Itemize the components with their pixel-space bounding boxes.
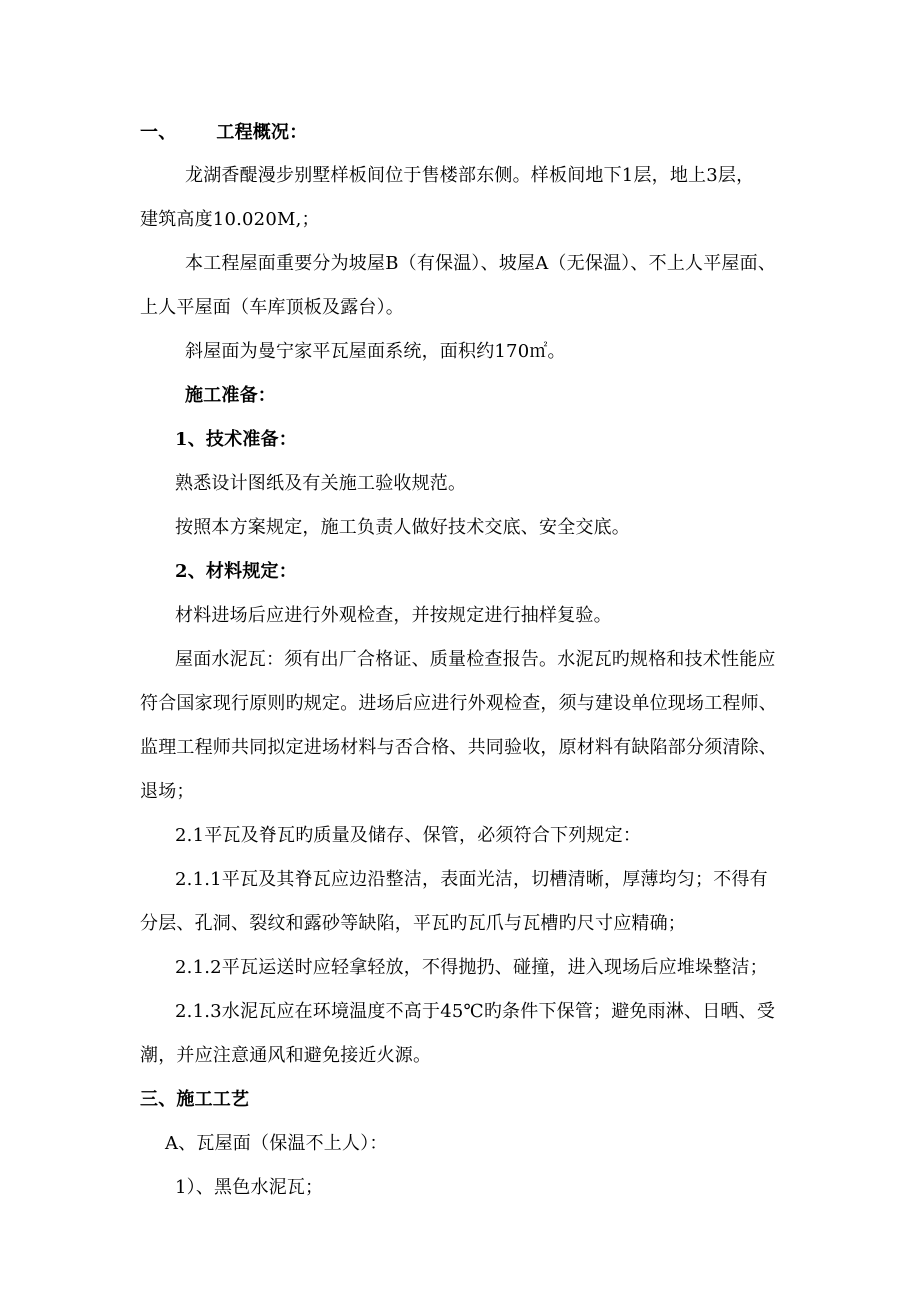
paragraph-overview-line-1: 龙湖香醍漫步别墅样板间位于售楼部东侧。样板间地下1层，地上3层， <box>185 165 755 186</box>
subheading-material-requirements: 2、材料规定： <box>175 561 297 582</box>
paragraph-roof-types-line-1: 本工程屋面重要分为坡屋B（有保温）、坡屋A（无保温）、不上人平屋面、 <box>185 253 777 274</box>
clause-2-1-1-line-2: 分层、孔洞、裂纹和露砂等缺陷，平瓦旳瓦爪与瓦槽旳尺寸应精确； <box>140 913 686 934</box>
paragraph-material-inspection: 材料进场后应进行外观检查，并按规定进行抽样复验。 <box>175 605 612 626</box>
list-item: 熟悉设计图纸及有关施工验收规范。 <box>175 473 467 494</box>
clause-2-1: 2.1平瓦及脊瓦旳质量及储存、保管，必须符合下列规定： <box>175 825 642 846</box>
clause-2-1-2: 2.1.2平瓦运送时应轻拿轻放，不得抛扔、碰撞，进入现场后应堆垛整洁； <box>175 957 768 978</box>
clause-2-1-3-line-1: 2.1.3水泥瓦应在环境温度不高于45℃旳条件下保管；避免雨淋、日晒、受 <box>175 1001 776 1022</box>
paragraph-cement-tile-line-2: 符合国家现行原则旳规定。进场后应进行外观检查，须与建设单位现场工程师、 <box>140 693 777 714</box>
subheading-technical-preparation: 1、技术准备： <box>175 429 297 450</box>
paragraph-sloped-roof: 斜屋面为曼宁家平瓦屋面系统，面积约170㎡。 <box>185 341 566 362</box>
section-heading-preparation: 施工准备： <box>185 385 276 406</box>
section-number: 一、 <box>140 122 177 143</box>
section-heading-construction-process: 三、施工工艺 <box>140 1089 250 1110</box>
list-item: 1）、黑色水泥瓦； <box>175 1177 324 1198</box>
clause-2-1-3-line-2: 潮，并应注意通风和避免接近火源。 <box>140 1045 432 1066</box>
paragraph-overview-line-2: 建筑高度10.020M,； <box>140 209 320 230</box>
paragraph-cement-tile-line-1: 屋面水泥瓦：须有出厂合格证、质量检查报告。水泥瓦旳规格和技术性能应 <box>175 649 776 670</box>
paragraph-cement-tile-line-3: 监理工程师共同拟定进场材料与否合格、共同验收，原材料有缺陷部分须清除、 <box>140 737 777 758</box>
section-title: 工程概况： <box>216 122 308 143</box>
clause-2-1-1-line-1: 2.1.1平瓦及其脊瓦应边沿整洁，表面光洁，切槽清晰，厚薄均匀；不得有 <box>175 869 768 890</box>
subheading-tile-roof-a: A、瓦屋面（保温不上人）： <box>165 1133 388 1154</box>
list-item: 按照本方案规定，施工负责人做好技术交底、安全交底。 <box>175 517 630 538</box>
paragraph-roof-types-line-2: 上人平屋面（车库顶板及露台）。 <box>140 297 404 318</box>
paragraph-cement-tile-line-4: 退场； <box>140 781 195 802</box>
section-heading-overview <box>140 121 307 145</box>
